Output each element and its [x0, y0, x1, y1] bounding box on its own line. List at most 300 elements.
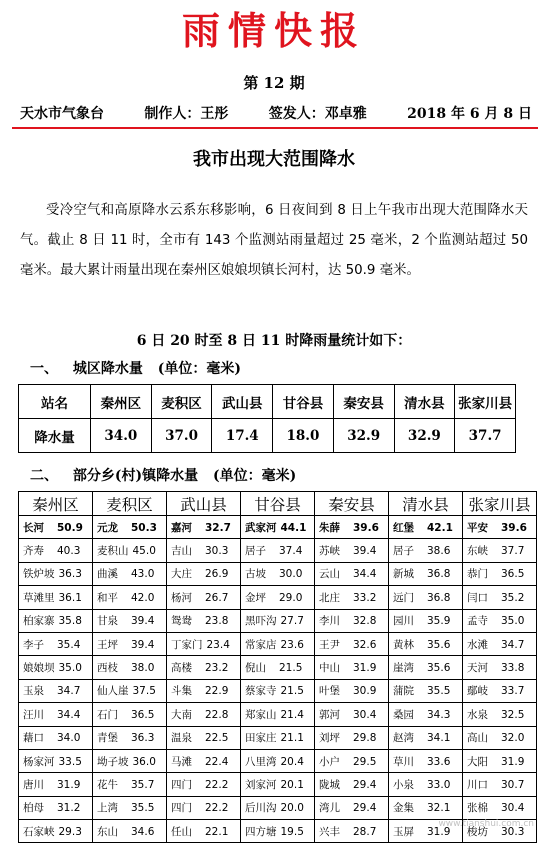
town-cell	[463, 703, 537, 726]
town-cell	[389, 703, 463, 726]
town-station-name: 四方塘	[245, 825, 277, 838]
town-rainfall-value: 50.9	[57, 521, 83, 534]
header-meta	[20, 103, 532, 123]
town-cell	[19, 773, 93, 796]
town-station-name: 田家庄	[245, 732, 277, 745]
table-row	[19, 703, 537, 726]
town-cell	[241, 656, 315, 679]
town-rainfall-value: 36.3	[131, 732, 155, 745]
town-cell	[93, 586, 167, 609]
town-cell	[241, 749, 315, 772]
town-station-name: 长河	[23, 521, 44, 534]
town-cell	[167, 516, 241, 539]
site-watermark: www.tianshui.com.cn	[438, 819, 534, 829]
town-cell	[167, 632, 241, 655]
district-name: 秦州区	[91, 385, 152, 419]
town-cell	[241, 679, 315, 702]
town-station-name: 丁家门	[171, 638, 203, 651]
town-station-name: 金坪	[245, 591, 266, 604]
town-station-name: 青堡	[97, 732, 118, 745]
town-station-name: 古坡	[245, 568, 266, 581]
town-rainfall-value: 35.0	[58, 662, 82, 675]
town-station-name: 平安	[467, 521, 488, 534]
table-row	[19, 632, 537, 655]
town-station-name: 黄林	[393, 638, 414, 651]
station-label: 站名	[19, 385, 91, 419]
town-station-name: 嘉河	[171, 521, 192, 534]
town-station-name: 云山	[319, 568, 340, 581]
town-station-name: 四门	[171, 802, 192, 815]
town-station-name: 花牛	[97, 778, 118, 791]
town-rainfall-value: 31.9	[501, 755, 525, 768]
town-station-name: 水泉	[467, 708, 488, 721]
town-rainfall-value: 33.8	[501, 662, 525, 675]
town-station-name: 大南	[171, 708, 192, 721]
town-station-name: 陇城	[319, 778, 340, 791]
town-rainfall-value: 30.0	[279, 568, 303, 581]
district-name: 武山县	[212, 385, 273, 419]
town-cell	[463, 749, 537, 772]
header-divider	[12, 127, 538, 129]
town-station-name: 大阳	[467, 755, 488, 768]
town-station-name: 杨河	[171, 591, 192, 604]
town-rainfall-value: 39.6	[501, 521, 527, 534]
town-cell	[315, 609, 389, 632]
town-station-name: 刘坪	[319, 732, 340, 745]
town-rainfall-value: 29.3	[58, 825, 82, 838]
town-station-name: 杨家河	[23, 755, 55, 768]
town-rainfall-value: 35.5	[131, 802, 155, 815]
town-rainfall-value: 29.4	[353, 778, 377, 791]
town-station-name: 梭坊	[467, 825, 488, 838]
town-station-name: 铁炉坡	[23, 568, 55, 581]
town-column-header: 麦积区	[93, 492, 167, 516]
town-station-name: 兴丰	[319, 825, 340, 838]
town-rainfall-value: 19.5	[280, 825, 304, 838]
town-rainfall-value: 36.8	[427, 591, 451, 604]
town-station-name: 四门	[171, 778, 192, 791]
town-cell	[19, 796, 93, 819]
town-cell	[463, 796, 537, 819]
town-cell	[241, 726, 315, 749]
town-cell	[389, 773, 463, 796]
town-rainfall-value: 33.6	[427, 755, 451, 768]
town-rainfall-value: 22.4	[205, 755, 229, 768]
table-row	[19, 609, 537, 632]
table-row	[19, 679, 537, 702]
town-station-name: 温泉	[171, 732, 192, 745]
town-station-name: 张棉	[467, 802, 488, 815]
town-station-name: 汪川	[23, 708, 44, 721]
rainfall-value: 37.0	[151, 419, 212, 453]
town-station-name: 石家峡	[23, 825, 55, 838]
section2-title: 部分乡(村)镇降水量	[72, 468, 199, 484]
town-rainfall-value: 31.9	[353, 662, 377, 675]
town-cell	[463, 562, 537, 585]
rainfall-label: 降水量	[19, 419, 91, 453]
town-rainfall-value: 32.8	[353, 615, 377, 628]
town-cell	[241, 516, 315, 539]
town-cell	[93, 656, 167, 679]
town-rainfall-value: 36.3	[58, 568, 82, 581]
town-rainfall-value: 28.7	[353, 825, 377, 838]
town-rainfall-table	[18, 491, 537, 843]
town-rainfall-value: 30.7	[501, 778, 525, 791]
town-rainfall-value: 32.1	[427, 802, 451, 815]
town-rainfall-value: 35.5	[427, 685, 451, 698]
town-cell	[19, 539, 93, 562]
town-station-name: 王尹	[319, 638, 340, 651]
town-rainfall-value: 34.3	[427, 708, 451, 721]
town-cell	[315, 586, 389, 609]
city-rainfall-table	[18, 384, 516, 453]
town-rainfall-value: 32.6	[353, 638, 377, 651]
town-cell	[389, 609, 463, 632]
town-station-name: 金集	[393, 802, 414, 815]
town-station-name: 玉屏	[393, 825, 414, 838]
town-cell	[315, 562, 389, 585]
town-station-name: 红堡	[393, 521, 414, 534]
section1-heading	[30, 358, 251, 378]
town-cell	[315, 632, 389, 655]
town-station-name: 王坪	[97, 638, 118, 651]
town-cell	[463, 539, 537, 562]
town-cell	[315, 749, 389, 772]
town-rainfall-value: 43.0	[131, 568, 155, 581]
town-cell	[463, 609, 537, 632]
town-rainfall-value: 35.6	[427, 638, 451, 651]
town-rainfall-value: 34.1	[427, 732, 451, 745]
town-cell	[389, 539, 463, 562]
town-cell	[315, 656, 389, 679]
rainfall-value: 17.4	[212, 419, 273, 453]
town-rainfall-value: 30.4	[353, 708, 377, 721]
table-row	[19, 749, 537, 772]
town-rainfall-value: 35.6	[427, 662, 451, 675]
town-cell	[19, 632, 93, 655]
district-name: 甘谷县	[273, 385, 334, 419]
town-station-name: 柏母	[23, 802, 44, 815]
town-cell	[463, 516, 537, 539]
town-rainfall-value: 33.2	[353, 591, 377, 604]
town-station-name: 元龙	[97, 521, 118, 534]
town-cell	[315, 516, 389, 539]
town-rainfall-value: 37.4	[279, 545, 303, 558]
town-station-name: 草滩里	[23, 591, 55, 604]
town-station-name: 娘娘坝	[23, 662, 55, 675]
town-station-name: 新城	[393, 568, 414, 581]
section1-unit: (单位：毫米)	[157, 361, 241, 377]
town-cell	[463, 586, 537, 609]
town-station-name: 居子	[393, 545, 414, 558]
town-rainfall-value: 36.8	[427, 568, 451, 581]
town-rainfall-value: 22.1	[205, 825, 229, 838]
town-rainfall-value: 23.4	[206, 638, 230, 651]
town-station-name: 八里湾	[245, 755, 277, 768]
town-station-name: 恭门	[467, 568, 488, 581]
town-station-name: 甘泉	[97, 615, 118, 628]
town-cell	[315, 773, 389, 796]
town-rainfall-value: 20.0	[280, 802, 304, 815]
town-cell	[389, 726, 463, 749]
agency-name: 天水市气象台	[20, 106, 104, 122]
article-paragraph: 受冷空气和高原降水云系东移影响，6 日夜间到 8 日上午我市出现大范围降水天气。截止 8 日 11 时，全市有 143 个监测站雨量超过 25 毫米，2 个监测站超过 50 毫米。最大累计雨量出现在秦州区娘娘坝镇长河村，达 50.9 毫米。	[20, 203, 528, 278]
town-station-name: 闫口	[467, 591, 488, 604]
table-row	[19, 726, 537, 749]
town-station-name: 朱薛	[319, 521, 340, 534]
town-cell	[241, 562, 315, 585]
section2-unit: (单位：毫米)	[213, 468, 297, 484]
town-cell	[93, 796, 167, 819]
producer: 制作人：王彤	[144, 106, 229, 122]
town-station-name: 刘家河	[245, 778, 277, 791]
town-rainfall-value: 22.5	[205, 732, 229, 745]
town-rainfall-value: 50.3	[131, 521, 157, 534]
town-rainfall-value: 39.6	[353, 521, 379, 534]
town-cell	[19, 609, 93, 632]
town-station-name: 吉山	[171, 545, 192, 558]
town-rainfall-value: 34.7	[501, 638, 525, 651]
town-cell	[315, 703, 389, 726]
table-row	[19, 796, 537, 819]
town-station-name: 黑吓沟	[245, 615, 277, 628]
town-rainfall-value: 31.9	[57, 778, 81, 791]
town-station-name: 石门	[97, 708, 118, 721]
town-table-body	[19, 516, 537, 843]
town-cell	[315, 796, 389, 819]
town-cell	[241, 820, 315, 843]
town-cell	[389, 516, 463, 539]
town-cell	[241, 609, 315, 632]
town-station-name: 东峡	[467, 545, 488, 558]
town-cell	[389, 562, 463, 585]
town-rainfall-value: 30.4	[501, 802, 525, 815]
town-cell	[389, 679, 463, 702]
town-station-name: 川口	[467, 778, 488, 791]
town-cell	[93, 726, 167, 749]
town-rainfall-value: 23.6	[280, 638, 304, 651]
town-cell	[19, 656, 93, 679]
town-rainfall-value: 34.0	[57, 732, 81, 745]
town-rainfall-value: 26.7	[205, 591, 229, 604]
town-rainfall-value: 39.4	[353, 545, 377, 558]
town-station-name: 水滩	[467, 638, 488, 651]
town-cell	[93, 679, 167, 702]
town-rainfall-value: 32.0	[501, 732, 525, 745]
table-row	[19, 562, 537, 585]
town-cell	[93, 516, 167, 539]
town-cell	[93, 562, 167, 585]
town-rainfall-value: 22.2	[205, 778, 229, 791]
town-cell	[389, 656, 463, 679]
rainfall-value: 32.9	[394, 419, 455, 453]
town-cell	[167, 586, 241, 609]
issuer: 签发人：邓卓雅	[268, 106, 367, 122]
rainfall-value: 37.7	[455, 419, 516, 453]
town-cell	[93, 773, 167, 796]
town-cell	[463, 679, 537, 702]
town-station-name: 坳子坡	[97, 755, 129, 768]
town-station-name: 鸳鸯	[171, 615, 192, 628]
rainfall-value: 18.0	[273, 419, 334, 453]
town-cell	[241, 773, 315, 796]
town-cell	[389, 796, 463, 819]
town-column-header: 甘谷县	[241, 492, 315, 516]
town-cell	[241, 796, 315, 819]
town-cell	[241, 586, 315, 609]
town-station-name: 郑家山	[245, 708, 277, 721]
rainfall-value: 34.0	[91, 419, 152, 453]
rainfall-value: 32.9	[333, 419, 394, 453]
town-rainfall-value: 37.7	[501, 545, 525, 558]
town-cell	[93, 820, 167, 843]
town-rainfall-value: 32.5	[501, 708, 525, 721]
town-cell	[93, 703, 167, 726]
town-rainfall-value: 36.1	[58, 591, 82, 604]
town-station-name: 高楼	[171, 662, 192, 675]
town-cell	[93, 632, 167, 655]
town-rainfall-value: 22.8	[205, 708, 229, 721]
town-station-name: 李川	[319, 615, 340, 628]
city-table-value-row	[19, 419, 516, 453]
town-rainfall-value: 29.8	[353, 732, 377, 745]
town-cell	[93, 539, 167, 562]
town-cell	[241, 703, 315, 726]
district-name: 麦积区	[151, 385, 212, 419]
town-rainfall-value: 29.0	[279, 591, 303, 604]
town-rainfall-value: 33.0	[427, 778, 451, 791]
town-station-name: 鄢岐	[467, 685, 488, 698]
table-row	[19, 586, 537, 609]
town-rainfall-value: 35.4	[57, 638, 81, 651]
town-station-name: 高山	[467, 732, 488, 745]
town-station-name: 玉泉	[23, 685, 44, 698]
town-rainfall-value: 20.1	[280, 778, 304, 791]
town-station-name: 蒲院	[393, 685, 414, 698]
town-rainfall-value: 36.5	[501, 568, 525, 581]
issue-date: 2018 年 6 月 8 日	[407, 106, 532, 122]
town-rainfall-value: 30.3	[501, 825, 525, 838]
town-rainfall-value: 20.4	[280, 755, 304, 768]
town-cell	[19, 516, 93, 539]
town-station-name: 孟寺	[467, 615, 488, 628]
town-station-name: 东山	[97, 825, 118, 838]
town-cell	[167, 656, 241, 679]
town-rainfall-value: 33.5	[58, 755, 82, 768]
town-rainfall-value: 40.3	[57, 545, 81, 558]
town-rainfall-value: 35.8	[58, 615, 82, 628]
town-station-name: 西枝	[97, 662, 118, 675]
town-column-header: 清水县	[389, 492, 463, 516]
town-station-name: 远门	[393, 591, 414, 604]
town-rainfall-value: 36.5	[131, 708, 155, 721]
town-station-name: 后川沟	[245, 802, 277, 815]
town-station-name: 常家店	[245, 638, 277, 651]
town-rainfall-value: 34.4	[353, 568, 377, 581]
town-cell	[167, 796, 241, 819]
town-rainfall-value: 27.7	[280, 615, 304, 628]
town-cell	[19, 703, 93, 726]
town-rainfall-value: 44.1	[280, 521, 307, 534]
town-station-name: 唐川	[23, 778, 44, 791]
town-column-header: 武山县	[167, 492, 241, 516]
bulletin-title: 雨情快报	[181, 9, 366, 53]
town-cell	[167, 773, 241, 796]
town-station-name: 中山	[319, 662, 340, 675]
town-rainfall-value: 21.5	[280, 685, 304, 698]
table-row	[19, 516, 537, 539]
town-station-name: 居子	[245, 545, 266, 558]
town-rainfall-value: 35.7	[131, 778, 155, 791]
town-rainfall-value: 21.1	[280, 732, 304, 745]
town-rainfall-value: 39.4	[131, 615, 155, 628]
district-name: 清水县	[394, 385, 455, 419]
town-rainfall-value: 38.0	[131, 662, 155, 675]
town-station-name: 倪山	[245, 662, 266, 675]
town-station-name: 赵湾	[393, 732, 414, 745]
town-rainfall-value: 42.0	[131, 591, 155, 604]
town-station-name: 郭河	[319, 708, 340, 721]
town-station-name: 湾儿	[319, 802, 340, 815]
town-rainfall-value: 22.9	[205, 685, 229, 698]
town-rainfall-value: 34.7	[57, 685, 81, 698]
town-station-name: 藉口	[23, 732, 44, 745]
town-rainfall-value: 45.0	[132, 545, 156, 558]
town-column-header: 张家川县	[463, 492, 537, 516]
town-cell	[167, 820, 241, 843]
town-cell	[315, 726, 389, 749]
town-rainfall-value: 36.0	[132, 755, 156, 768]
town-station-name: 麦积山	[97, 545, 129, 558]
table-row	[19, 773, 537, 796]
town-station-name: 园川	[393, 615, 414, 628]
town-cell	[389, 632, 463, 655]
town-station-name: 齐寿	[23, 545, 44, 558]
town-cell	[167, 609, 241, 632]
town-rainfall-value: 29.4	[353, 802, 377, 815]
town-rainfall-value: 42.1	[427, 521, 453, 534]
town-rainfall-value: 33.7	[501, 685, 525, 698]
town-rainfall-value: 37.5	[132, 685, 156, 698]
town-rainfall-value: 38.6	[427, 545, 451, 558]
town-cell	[463, 632, 537, 655]
city-table-header-row	[19, 385, 516, 419]
town-cell	[167, 539, 241, 562]
town-cell	[463, 773, 537, 796]
district-name: 秦安县	[333, 385, 394, 419]
town-cell	[241, 539, 315, 562]
town-station-name: 曲溪	[97, 568, 118, 581]
town-rainfall-value: 23.8	[205, 615, 229, 628]
table-row	[19, 539, 537, 562]
town-rainfall-value: 32.7	[205, 521, 231, 534]
town-rainfall-value: 35.2	[501, 591, 525, 604]
town-cell	[19, 586, 93, 609]
town-station-name: 苏峡	[319, 545, 340, 558]
town-station-name: 武家河	[245, 521, 277, 534]
town-cell	[315, 539, 389, 562]
town-rainfall-value: 39.4	[131, 638, 155, 651]
town-station-name: 和平	[97, 591, 118, 604]
table-row	[19, 656, 537, 679]
section2-heading	[30, 465, 306, 485]
town-cell	[167, 679, 241, 702]
town-rainfall-value: 31.9	[427, 825, 451, 838]
town-table-header-row	[19, 492, 537, 516]
section1-number: 一、	[30, 361, 58, 377]
town-cell	[389, 586, 463, 609]
town-station-name: 小户	[319, 755, 340, 768]
